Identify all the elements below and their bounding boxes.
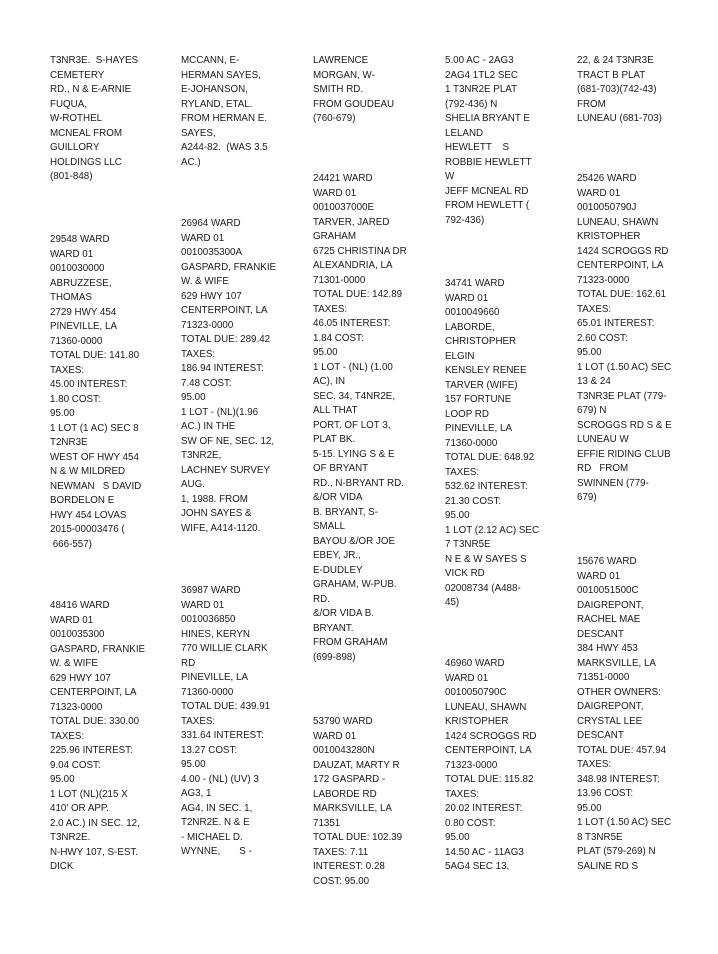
text-line: AG4, IN SEC. 1,	[181, 802, 253, 814]
text-line: LUNEAU W	[577, 434, 629, 445]
text-line: RD	[181, 657, 196, 669]
text-line: 348.98 INTEREST:	[577, 773, 660, 785]
text-line: TOTAL DUE: 141.80	[50, 350, 140, 361]
text-line: MARKSVILLE, LA	[577, 657, 656, 669]
text-line: 71323-0000	[50, 701, 103, 713]
text-line: OTHER OWNERS:	[577, 686, 661, 698]
text-line: 71360-0000	[445, 437, 498, 449]
text-line: 95.00	[445, 832, 470, 843]
text-line: 1 LOT - (NL) (1.00	[313, 361, 393, 373]
text-line: 48416 WARD	[50, 600, 110, 611]
text-line: (699-898)	[313, 651, 356, 663]
text-line: 36987 WARD	[181, 585, 241, 596]
text-line: 1 LOT (1.50 AC) SEC	[577, 817, 672, 828]
text-line: 629 HWY 107	[181, 290, 242, 302]
text-line: SMALL	[313, 521, 346, 532]
text-line: T3NR3E PLAT (779-	[577, 390, 667, 402]
text-line: TOTAL DUE: 162.61	[577, 289, 667, 300]
text-line: 0010035300A	[181, 247, 243, 258]
text-line: N & W MILDRED	[50, 466, 126, 477]
text-line: TAXES:	[50, 730, 85, 742]
text-line: W	[445, 171, 455, 182]
text-line: 2.60 COST:	[577, 332, 628, 344]
text-line: A244-82. (WAS 3.5	[181, 142, 268, 153]
text-line: TAXES:	[181, 348, 216, 360]
text-line: 02008734 (A488-	[445, 582, 521, 594]
text-line: 95.00	[577, 347, 602, 358]
text-line: PINEVILLE, LA	[445, 423, 512, 434]
text-line: FROM	[577, 98, 606, 110]
text-line: TOTAL DUE: 330.00	[50, 716, 140, 727]
text-line: CENTERPOINT, LA	[50, 687, 137, 698]
text-line: AC), IN	[313, 376, 346, 387]
text-line: 45)	[445, 597, 460, 608]
text-line: LUNEAU, SHAWN	[445, 701, 527, 713]
text-line: ABRUZZESE,	[50, 277, 112, 289]
text-line: SCROGGS RD S & E	[577, 419, 672, 431]
text-line: SEC. 34, T4NR2E,	[313, 390, 396, 402]
text-line: T3NR2E,	[181, 450, 222, 461]
record-block	[50, 599, 172, 875]
text-line: 25426 WARD	[577, 173, 637, 184]
text-line: T3NR3E. S-HAYES	[50, 55, 139, 66]
text-line: 225.96 INTEREST:	[50, 745, 133, 756]
record-block	[181, 217, 303, 536]
text-line: &/OR VIDA	[313, 492, 363, 503]
text-line: 71301-0000	[313, 274, 366, 286]
text-line: E-DUDLEY	[313, 564, 363, 576]
text-line: 26964 WARD	[181, 218, 241, 229]
text-line: 95.00	[445, 510, 470, 521]
text-line: TARVER, JARED	[313, 216, 390, 228]
text-line: TOTAL DUE: 439.91	[181, 701, 271, 712]
text-line: W. & WIFE	[50, 658, 98, 669]
text-line: 53790 WARD	[313, 716, 373, 727]
text-line: 71360-0000	[50, 335, 103, 347]
text-line: GRAHAM	[313, 231, 357, 242]
text-line: 172 GASPARD -	[313, 774, 386, 785]
text-line: GRAHAM, W-PUB.	[313, 579, 397, 590]
text-line: LOOP RD	[445, 408, 489, 420]
text-line: 1424 SCROGGS RD	[577, 245, 669, 257]
text-line: (760-679)	[313, 113, 356, 124]
text-line: 13.27 COST:	[181, 744, 238, 756]
text-line: 0.80 COST:	[445, 817, 496, 829]
text-line: 0010037000E	[313, 202, 375, 213]
text-line: 0010051500C	[577, 585, 639, 596]
text-line: 5AG4 SEC 13,	[445, 861, 510, 872]
text-line: 9.04 COST:	[50, 759, 101, 771]
text-line: (801-848)	[50, 171, 93, 182]
text-line: WARD 01	[50, 248, 94, 260]
text-line: PLAT (579-269) N	[577, 846, 656, 857]
text-line: KRISTOPHER	[445, 716, 509, 727]
text-line: PINEVILLE, LA	[181, 672, 248, 683]
text-line: 792-436)	[445, 214, 485, 226]
text-line: 1 LOT (NL)(215 X	[50, 788, 128, 800]
text-line: 1.84 COST:	[313, 332, 364, 344]
text-line: COST: 95.00	[313, 875, 370, 887]
text-line: 2729 HWY 454	[50, 306, 117, 318]
text-line: 0010050790C	[445, 687, 507, 698]
text-line: 6725 CHRISTINA DR	[313, 245, 407, 257]
text-line: CRYSTAL LEE	[577, 715, 643, 727]
text-line: 532.62 INTEREST:	[445, 481, 528, 492]
text-line: 1.80 COST:	[50, 393, 101, 405]
text-line: VICK RD	[445, 568, 485, 579]
record-block	[445, 277, 567, 611]
text-line: 71351	[313, 817, 341, 829]
text-line: THOMAS	[50, 292, 92, 303]
text-line: LACHNEY SURVEY	[181, 464, 270, 476]
record-block	[445, 54, 567, 228]
text-line: EBEY, JR.,	[313, 550, 361, 561]
text-line: CENTERPOINT, LA	[181, 305, 268, 316]
text-line: AC.) IN THE	[181, 421, 236, 432]
text-line: 1 T3NR2E PLAT	[445, 84, 518, 95]
text-line: HERMAN SAYES,	[181, 69, 261, 81]
text-line: N E & W SAYES S	[445, 553, 527, 565]
text-line: CENTERPOINT, LA	[577, 260, 664, 271]
text-line: TOTAL DUE: 457.94	[577, 744, 667, 756]
text-line: 95.00	[577, 802, 602, 814]
text-line: 0010043280N	[313, 745, 375, 756]
record-block	[181, 54, 303, 170]
text-line: 21.30 COST:	[445, 495, 502, 507]
text-line: 1 LOT (2.12 AC) SEC	[445, 524, 540, 536]
text-line: LAWRENCE	[313, 55, 369, 66]
text-line: EFFIE RIDING CLUB	[577, 448, 671, 460]
text-line: LELAND	[445, 127, 484, 139]
text-line: BRYANT.	[313, 622, 354, 634]
text-line: SHELIA BRYANT E	[445, 113, 530, 124]
text-line: DAUZAT, MARTY R	[313, 759, 400, 771]
text-line: OF BRYANT	[313, 463, 369, 474]
text-line: 7 T3NR5E	[445, 539, 491, 550]
text-line: 8 T3NR5E	[577, 831, 623, 843]
text-line: WARD 01	[313, 730, 357, 742]
text-line: FROM GOUDEAU	[313, 98, 395, 110]
text-line: 2AG4 1TL2 SEC	[445, 69, 518, 81]
text-line: 1 LOT (1.50 AC) SEC	[577, 361, 672, 373]
text-line: TAXES:	[445, 466, 480, 478]
text-line: 2015-00003476 (	[50, 524, 125, 535]
text-line: 629 HWY 107	[50, 672, 111, 684]
text-line: PLAT BK.	[313, 434, 356, 445]
text-line: (681-703)(742-43)	[577, 84, 657, 95]
text-line: CHRISTOPHER	[445, 336, 517, 347]
text-line: T2NR3E	[50, 437, 88, 448]
text-line: 45.00 INTEREST:	[50, 379, 128, 390]
text-line: W. & WIFE	[181, 276, 229, 287]
text-line: 14.50 AC - 11AG3	[445, 846, 524, 858]
text-line: FROM HERMAN E.	[181, 113, 267, 124]
text-line: AUG.	[181, 479, 205, 490]
text-line: WARD 01	[50, 614, 94, 626]
text-line: SW OF NE, SEC. 12,	[181, 435, 275, 447]
record-block	[50, 233, 172, 552]
text-line: WARD 01	[445, 292, 489, 304]
text-line: - MICHAEL D.	[181, 831, 243, 843]
text-line: LUNEAU (681-703)	[577, 113, 662, 124]
text-line: LABORDE RD	[313, 788, 377, 800]
text-line: WYNNE, S -	[181, 846, 252, 857]
text-line: KRISTOPHER	[577, 231, 641, 242]
text-line: 0010035300	[50, 629, 105, 640]
text-line: 331.64 INTEREST:	[181, 730, 264, 741]
text-line: 95.00	[181, 759, 206, 770]
text-line: 157 FORTUNE	[445, 394, 512, 405]
text-line: INTEREST: 0.28	[313, 861, 385, 872]
text-line: GASPARD, FRANKIE	[181, 261, 277, 273]
text-line: T3NR2E.	[50, 832, 91, 843]
text-line: PORT. OF LOT 3,	[313, 419, 391, 431]
text-line: 1 LOT - (NL)(1.96	[181, 406, 259, 418]
text-line: RACHEL MAE	[577, 614, 641, 625]
text-line: 5-15. LYING S & E	[313, 448, 395, 460]
text-line: RD., N-BRYANT RD.	[313, 477, 404, 489]
text-line: JEFF MCNEAL RD	[445, 185, 529, 197]
text-line: E-JOHANSON,	[181, 84, 248, 95]
text-line: N-HWY 107, S-EST.	[50, 846, 139, 858]
text-line: TAXES: 7.11	[313, 846, 369, 858]
text-line: TAXES:	[445, 788, 480, 800]
text-line: 666-557)	[50, 538, 92, 550]
text-line: TOTAL DUE: 102.39	[313, 832, 403, 843]
text-line: TOTAL DUE: 115.82	[445, 774, 534, 785]
text-line: 1, 1988. FROM	[181, 493, 248, 505]
text-line: 0010050790J	[577, 202, 637, 213]
text-line: AC.)	[181, 156, 201, 168]
text-line: 13.96 COST:	[577, 788, 634, 799]
text-line: GUILLORY	[50, 142, 100, 153]
text-line: FROM GRAHAM	[313, 637, 388, 648]
text-line: CENTERPOINT, LA	[445, 745, 532, 756]
text-line: JOHN SAYES &	[181, 508, 252, 519]
record-block	[313, 715, 435, 889]
text-line: RD FROM	[577, 463, 629, 474]
text-line: WARD 01	[445, 672, 489, 684]
text-line: TRACT B PLAT	[577, 69, 646, 81]
text-line: 5.00 AC - 2AG3	[445, 55, 514, 66]
text-line: W-ROTHEL	[50, 113, 103, 124]
text-line: 71323-0000	[445, 759, 498, 771]
text-line: 13 & 24	[577, 376, 611, 387]
text-line: CEMETERY	[50, 69, 105, 81]
text-line: &/OR VIDA B.	[313, 608, 374, 619]
record-block	[181, 584, 303, 860]
text-line: PINEVILLE, LA	[50, 321, 117, 332]
text-line: 71323-0000	[577, 274, 630, 286]
text-line: 0010036850	[181, 614, 236, 625]
record-block	[50, 54, 172, 185]
text-line: 29548 WARD	[50, 234, 110, 245]
text-line: DAIGREPONT,	[577, 701, 644, 712]
text-line: DESCANT	[577, 730, 624, 741]
text-line: 71360-0000	[181, 686, 234, 698]
text-line: MCCANN, E-	[181, 55, 240, 66]
text-line: WIFE, A414-1120.	[181, 522, 261, 534]
text-line: TAXES:	[313, 303, 348, 315]
text-line: ELGIN	[445, 350, 475, 362]
text-line: SALINE RD S	[577, 860, 638, 872]
text-line: BAYOU &/OR JOE	[313, 535, 396, 547]
text-line: 2.0 AC.) IN SEC. 12,	[50, 817, 140, 829]
text-line: WARD 01	[577, 570, 621, 582]
text-line: 46.05 INTEREST:	[313, 318, 391, 329]
text-line: 186.94 INTEREST:	[181, 363, 264, 374]
record-block	[445, 657, 567, 875]
text-line: WARD 01	[313, 187, 357, 199]
text-line: DESCANT	[577, 628, 624, 640]
text-line: ALEXANDRIA, LA	[313, 260, 393, 271]
text-line: BORDELON E	[50, 495, 115, 506]
text-line: HWY 454 LOVAS	[50, 509, 127, 521]
text-line: 95.00	[181, 392, 206, 403]
text-line: T2NR2E. N & E	[181, 817, 250, 828]
text-line: 15676 WARD	[577, 556, 637, 567]
text-line: TAXES:	[181, 715, 216, 727]
text-line: 46960 WARD	[445, 658, 505, 669]
text-line: B. BRYANT, S-	[313, 506, 378, 518]
text-line: 34741 WARD	[445, 278, 505, 289]
record-block	[313, 172, 435, 665]
text-line: NEWMAN S DAVID	[50, 480, 142, 492]
text-line: 1424 SCROGGS RD	[445, 730, 537, 742]
text-line: GASPARD, FRANKIE	[50, 643, 146, 655]
text-line: 410' OR APP.	[50, 803, 109, 814]
text-line: LABORDE,	[445, 321, 495, 333]
text-line: 0010049660	[445, 307, 500, 318]
text-line: 770 WILLIE CLARK	[181, 643, 268, 654]
text-line: SWINNEN (779-	[577, 477, 649, 489]
text-line: 22, & 24 T3NR3E	[577, 55, 654, 66]
text-line: SAYES,	[181, 127, 216, 139]
text-line: HOLDINGS LLC	[50, 156, 122, 168]
text-line: 24421 WARD	[313, 173, 373, 184]
text-line: RYLAND, ETAL.	[181, 98, 253, 110]
text-line: MARKSVILLE, LA	[313, 803, 392, 814]
text-line: 71351-0000	[577, 672, 630, 683]
text-line: RD.	[313, 593, 330, 605]
text-line: ALL THAT	[313, 405, 358, 416]
text-line: RD., N & E-ARNIE	[50, 84, 132, 95]
text-line: TAXES:	[577, 303, 612, 315]
text-line: FUQUA,	[50, 98, 88, 110]
text-line: 7.48 COST:	[181, 377, 232, 389]
text-line: (792-436) N	[445, 98, 498, 110]
text-line: KENSLEY RENEE	[445, 365, 527, 376]
text-line: WARD 01	[181, 599, 225, 611]
text-line: TAXES:	[577, 759, 612, 770]
text-line: 95.00	[313, 347, 338, 358]
text-line: 95.00	[50, 774, 75, 785]
text-line: LUNEAU, SHAWN	[577, 216, 659, 228]
record-block	[577, 555, 699, 874]
text-line: 1 LOT (1 AC) SEC 8	[50, 422, 139, 434]
text-line: TOTAL DUE: 142.89	[313, 289, 403, 300]
text-line: FROM HEWLETT (	[445, 200, 530, 211]
text-line: 679) N	[577, 405, 607, 416]
text-line: 679)	[577, 492, 597, 503]
text-line: SMITH RD.	[313, 84, 364, 95]
record-block	[577, 54, 699, 127]
text-line: DICK	[50, 861, 74, 872]
text-line: 384 HWY 453	[577, 643, 638, 654]
text-line: 0010030000	[50, 263, 105, 274]
text-line: MORGAN, W-	[313, 69, 375, 81]
text-line: 4.00 - (NL) (UV) 3	[181, 773, 259, 785]
text-line: TARVER (WIFE)	[445, 379, 518, 391]
text-line: 20.02 INTEREST:	[445, 803, 523, 814]
text-line: 71323-0000	[181, 319, 234, 331]
text-line: 95.00	[50, 408, 75, 419]
text-line: DAIGREPONT,	[577, 599, 644, 611]
text-line: TAXES:	[50, 364, 85, 376]
text-line: MCNEAL FROM	[50, 127, 123, 139]
text-line: ROBBIE HEWLETT	[445, 156, 532, 168]
record-block	[313, 54, 435, 127]
text-line: WEST OF HWY 454	[50, 451, 139, 463]
text-line: HEWLETT S	[445, 142, 510, 153]
record-block	[577, 172, 699, 506]
text-line: 65.01 INTEREST:	[577, 318, 655, 329]
text-line: TOTAL DUE: 289.42	[181, 334, 271, 345]
text-line: HINES, KERYN	[181, 628, 250, 640]
text-line: AG3, 1	[181, 788, 212, 799]
text-line: TOTAL DUE: 648.92	[445, 452, 535, 463]
text-line: WARD 01	[181, 232, 225, 244]
text-line: WARD 01	[577, 187, 621, 199]
